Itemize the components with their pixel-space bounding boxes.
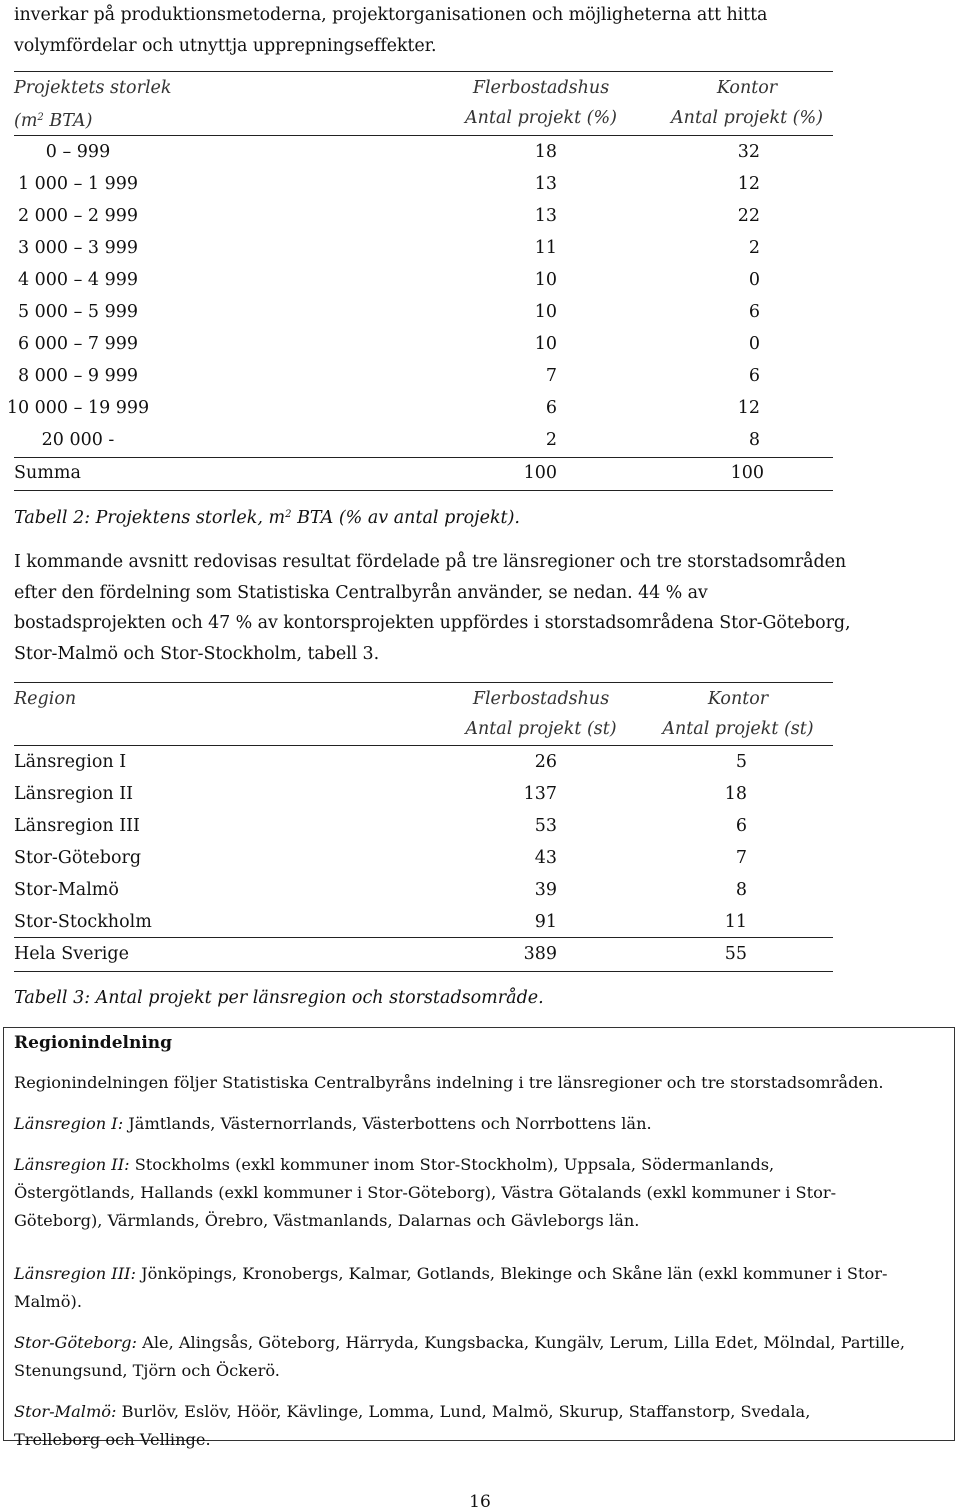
table3-total-kontor: 55: [724, 944, 747, 964]
table-rule-bottom: [14, 490, 833, 491]
table2-cell-flerbostadshus: 10: [534, 334, 557, 354]
table3-header-kontor-unit: Antal projekt (st): [662, 719, 814, 739]
body-paragraph: [14, 547, 954, 669]
table3-total-flerbostadshus: 389: [523, 944, 557, 964]
region-item-text: Ale, Alingsås, Göteborg, Härryda, Kungsbacka, Kungälv, Lerum, Lilla Edet, Mölndal, Partille,: [136, 1333, 906, 1352]
table3-cell-kontor: 7: [735, 848, 747, 868]
table3-cell-region: Länsregion III: [14, 816, 140, 836]
table2-header-flerbostadshus-unit: Antal projekt (%): [465, 108, 617, 128]
region-item-text: Stenungsund, Tjörn och Öckerö.: [14, 1361, 280, 1380]
table3-cell-kontor: 11: [724, 912, 747, 932]
table2-cell-size: 3 000 – 3 999: [17, 238, 139, 258]
table2-cell-flerbostadshus: 10: [534, 270, 557, 290]
table3-cell-flerbostadshus: 39: [534, 880, 557, 900]
table2-cell-flerbostadshus: 10: [534, 302, 557, 322]
table3-cell-flerbostadshus: 43: [534, 848, 557, 868]
table2-header-size: Projektets storlek: [14, 78, 172, 98]
table2-cell-flerbostadshus: 13: [534, 206, 557, 226]
table-rule-total: [14, 457, 833, 458]
table2-cell-kontor: 8: [748, 430, 760, 450]
table2-cell-kontor: 0: [748, 270, 760, 290]
table3-cell-flerbostadshus: 91: [534, 912, 557, 932]
table3-cell-kontor: 6: [735, 816, 747, 836]
table2-cell-kontor: 0: [748, 334, 760, 354]
intro-paragraph: [14, 0, 954, 61]
table3-header-kontor: Kontor: [707, 689, 769, 709]
table3-cell-kontor: 5: [735, 752, 747, 772]
region-item-line: [14, 1288, 82, 1316]
table2-header-kontor-unit: Antal projekt (%): [671, 108, 823, 128]
table2-total-kontor: 100: [730, 463, 764, 483]
table3-cell-region: Stor-Malmö: [14, 880, 119, 900]
table3-cell-flerbostadshus: 53: [534, 816, 557, 836]
paragraph-line: I kommande avsnitt redovisas resultat fördelade på tre länsregioner och tre storstadsområden: [14, 552, 847, 572]
table2-total-label: Summa: [14, 463, 81, 483]
table3-header-flerbostadshus: Flerbostadshus: [472, 689, 610, 709]
table-rule-top: [14, 71, 833, 72]
table2-cell-flerbostadshus: 11: [534, 238, 557, 258]
table2-cell-kontor: 12: [737, 398, 760, 418]
region-item-line: [14, 1179, 836, 1207]
region-item-line: [14, 1110, 652, 1138]
region-item-text: Östergötlands, Hallands (exkl kommuner i Stor-Göteborg), Västra Götalands (exkl kommuner i Stor-: [14, 1183, 837, 1202]
region-item-label: Stor-Göteborg:: [14, 1333, 137, 1352]
regionindelning-intro: Regionindelningen följer Statistiska Centralbyråns indelning i tre länsregioner och tre storstadsområden.: [14, 1073, 884, 1092]
table2-cell-size: 2 000 – 2 999: [17, 206, 139, 226]
table2-cell-kontor: 6: [748, 302, 760, 322]
region-item-text: Göteborg), Värmlands, Örebro, Västmanlands, Dalarnas och Gävleborgs län.: [14, 1211, 640, 1230]
region-item-label: Länsregion II:: [14, 1155, 130, 1174]
table2-caption: Tabell 2: Projektens storlek, $m^2$ BTA (% av antal projekt).: [14, 508, 520, 528]
table2-total-flerbostadshus: 100: [523, 463, 557, 483]
table2-cell-size: 20 000 -: [41, 430, 115, 450]
table3-cell-region: Länsregion II: [14, 784, 134, 804]
table2-cell-kontor: 6: [748, 366, 760, 386]
table2-header-flerbostadshus: Flerbostadshus: [472, 78, 610, 98]
table2-cell-size: 1 000 – 1 999: [17, 174, 139, 194]
table2-cell-flerbostadshus: 7: [545, 366, 557, 386]
table2-cell-size: 8 000 – 9 999: [17, 366, 139, 386]
intro-line: inverkar på produktionsmetoderna, projektorganisationen och möjligheterna att hitta: [14, 5, 768, 25]
region-item-text: Jönköpings, Kronobergs, Kalmar, Gotlands, Blekinge och Skåne län (exkl kommuner i Stor-: [135, 1264, 888, 1283]
region-item-text: Trelleborg och Vellinge.: [14, 1430, 211, 1449]
table3-cell-region: Länsregion I: [14, 752, 127, 772]
table2-header-kontor: Kontor: [716, 78, 778, 98]
region-item-line: [14, 1357, 280, 1385]
region-item-line: [14, 1151, 774, 1179]
table-rule-header: [14, 745, 833, 746]
table3-cell-region: Stor-Göteborg: [14, 848, 142, 868]
region-item-line: [14, 1329, 905, 1357]
table2-cell-flerbostadshus: 18: [534, 142, 557, 162]
table2-header-size-unit: ($m^2$ BTA): [14, 111, 93, 131]
table2-cell-flerbostadshus: 6: [545, 398, 557, 418]
table3-cell-kontor: 18: [724, 784, 747, 804]
table3-cell-kontor: 8: [735, 880, 747, 900]
intro-line: volymfördelar och utnyttja upprepningseffekter.: [14, 35, 437, 56]
table3-cell-region: Stor-Stockholm: [14, 912, 152, 932]
table3-total-label: Hela Sverige: [14, 944, 129, 964]
table2-cell-size: 4 000 – 4 999: [17, 270, 139, 290]
table3-header-region: Region: [14, 689, 77, 709]
table3-header-flerbostadshus-unit: Antal projekt (st): [465, 719, 617, 739]
table2-cell-kontor: 32: [737, 142, 760, 162]
table2-cell-size: 0 – 999: [45, 142, 111, 162]
region-item-line: [14, 1426, 211, 1454]
region-item-line: [14, 1260, 887, 1288]
regionindelning-box: [3, 1027, 955, 1449]
table2-cell-flerbostadshus: 2: [545, 430, 557, 450]
region-item-text: Jämtlands, Västernorrlands, Västerbottens och Norrbottens län.: [123, 1114, 652, 1133]
table-rule-bottom: [14, 971, 833, 972]
region-item-label: Stor-Malmö:: [14, 1402, 117, 1421]
paragraph-line: Stor-Malmö och Stor-Stockholm, tabell 3.: [14, 643, 380, 664]
table2-cell-kontor: 12: [737, 174, 760, 194]
table3-cell-flerbostadshus: 137: [523, 784, 557, 804]
region-item-label: Länsregion I:: [14, 1114, 124, 1133]
region-item-text: Burlöv, Eslöv, Höör, Kävlinge, Lomma, Lund, Malmö, Skurup, Staffanstorp, Svedala,: [116, 1402, 811, 1421]
table2-cell-size: 10 000 – 19 999: [6, 398, 150, 418]
region-item-text: Malmö).: [14, 1292, 82, 1311]
region-item-line: [14, 1398, 810, 1426]
region-item-text: Stockholms (exkl kommuner inom Stor-Stockholm), Uppsala, Södermanlands,: [129, 1155, 775, 1174]
table2-cell-kontor: 2: [748, 238, 760, 258]
paragraph-line: efter den fördelning som Statistiska Centralbyrån använder, se nedan. 44 % av: [14, 582, 708, 603]
table2-cell-flerbostadshus: 13: [534, 174, 557, 194]
region-item-line: [14, 1207, 639, 1235]
table2-cell-size: 6 000 – 7 999: [17, 334, 139, 354]
table2-cell-size: 5 000 – 5 999: [17, 302, 139, 322]
table3-cell-flerbostadshus: 26: [534, 752, 557, 772]
page-number: 16: [469, 1492, 491, 1512]
table-rule-total: [14, 937, 833, 938]
regionindelning-title: Regionindelning: [14, 1033, 173, 1053]
region-item-label: Länsregion III:: [14, 1264, 136, 1283]
table2-cell-kontor: 22: [737, 206, 760, 226]
paragraph-line: bostadsprojekten och 47 % av kontorsprojekten uppfördes i storstadsområdena Stor-Göteborg,: [14, 613, 851, 633]
table-rule-header: [14, 135, 833, 136]
table-rule-top: [14, 682, 833, 683]
table3-caption: Tabell 3: Antal projekt per länsregion och storstadsområde.: [14, 988, 544, 1008]
